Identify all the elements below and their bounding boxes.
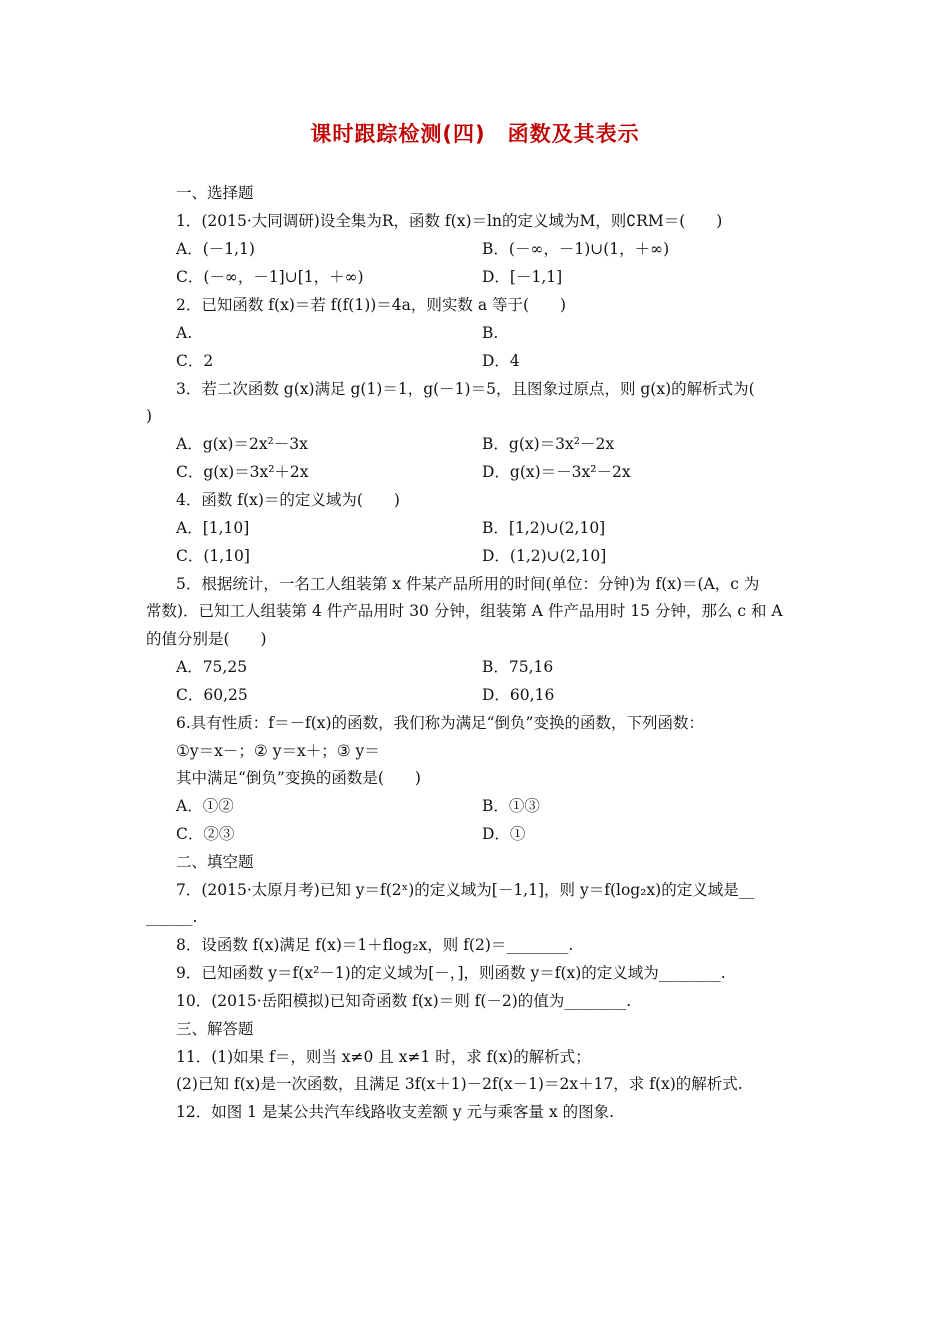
text-line: 其中满足“倒负”变换的函数是( ) <box>176 769 421 787</box>
text-line: A．①② <box>176 797 234 815</box>
text-line: C．2 <box>176 352 214 370</box>
text-line: A．(－1,1) <box>176 240 255 258</box>
text-line: D．(1,2)∪(2,10] <box>482 547 607 565</box>
text-line: 2．已知函数 f(x)＝若 f(f(1))＝4a，则实数 a 等于( ) <box>176 296 567 314</box>
text-line: ) <box>146 407 153 425</box>
text-line: C．60,25 <box>176 686 248 704</box>
text-line: C．g(x)＝3x²＋2x <box>176 463 309 481</box>
text-line: D．4 <box>482 352 520 370</box>
text-line: 12．如图 1 是某公共汽车线路收支差额 y 元与乘客量 x 的图象. <box>176 1103 615 1121</box>
text-line: D．[－1,1] <box>482 268 563 286</box>
text-line: (2)已知 f(x)是一次函数，且满足 3f(x＋1)－2f(x－1)＝2x＋17，求 f(x)的解析式. <box>176 1075 743 1093</box>
text-line: B．①③ <box>482 797 540 815</box>
text-line: A．g(x)＝2x²－3x <box>176 435 308 453</box>
text-line: 一、选择题 <box>176 184 254 202</box>
text-line: 常数)．已知工人组装第 4 件产品用时 30 分钟，组装第 A 件产品用时 15 分钟，那么 c 和 A <box>146 602 783 620</box>
text-line: ①y＝x－；② y＝x＋；③ y＝ <box>176 742 380 760</box>
text-line: 二、填空题 <box>176 853 254 871</box>
text-line: D．60,16 <box>482 686 555 704</box>
text-line: 11．(1)如果 f＝，则当 x≠0 且 x≠1 时，求 f(x)的解析式； <box>176 1048 591 1066</box>
page-title: 课时跟踪检测(四) 函数及其表示 <box>310 122 640 146</box>
text-line: 9．已知函数 y＝f(x²－1)的定义域为[－，]，则函数 y＝f(x)的定义域为________. <box>176 964 726 982</box>
text-line: 5．根据统计，一名工人组装第 x 件某产品所用的时间(单位：分钟)为 f(x)＝(A，c 为 <box>176 575 760 593</box>
text-line: A．75,25 <box>176 658 248 676</box>
text-line: B．(－∞，－1)∪(1，＋∞) <box>482 240 670 258</box>
text-line: 8．设函数 f(x)满足 f(x)＝1＋flog₂x，则 f(2)＝________. <box>176 936 574 954</box>
text-line: B．g(x)＝3x²－2x <box>482 435 615 453</box>
text-line: 7．(2015·太原月考)已知 y＝f(2ˣ)的定义域为[－1,1]，则 y＝f(log₂x)的定义域是__ <box>176 881 755 899</box>
text-line: 6.具有性质：f＝－f(x)的函数，我们称为满足“倒负”变换的函数，下列函数： <box>176 714 704 732</box>
text-line: B．75,16 <box>482 658 554 676</box>
text-line: C．②③ <box>176 825 235 843</box>
text-line: C．(－∞，－1]∪[1，＋∞) <box>176 268 364 286</box>
text-line: 的值分别是( ) <box>146 630 267 648</box>
text-line: D．① <box>482 825 526 843</box>
text-line: D．g(x)＝－3x²－2x <box>482 463 631 481</box>
text-line: C．(1,10] <box>176 547 250 565</box>
text-line: 3．若二次函数 g(x)满足 g(1)＝1，g(－1)＝5，且图象过原点，则 g(x)的解析式为( <box>176 380 755 398</box>
text-line: A. <box>176 324 193 342</box>
text-line: 三、解答题 <box>176 1020 254 1038</box>
text-line: 10．(2015·岳阳模拟)已知奇函数 f(x)＝则 f(－2)的值为________. <box>176 992 632 1010</box>
text-line: B. <box>482 324 499 342</box>
text-line: 1．(2015·大同调研)设全集为R，函数 f(x)＝ln的定义域为M，则∁RM＝( ) <box>176 212 723 230</box>
text-line: ______. <box>146 908 198 926</box>
text-line: A．[1,10] <box>176 519 250 537</box>
text-line: B．[1,2)∪(2,10] <box>482 519 606 537</box>
text-line: 4．函数 f(x)＝的定义域为( ) <box>176 491 400 509</box>
